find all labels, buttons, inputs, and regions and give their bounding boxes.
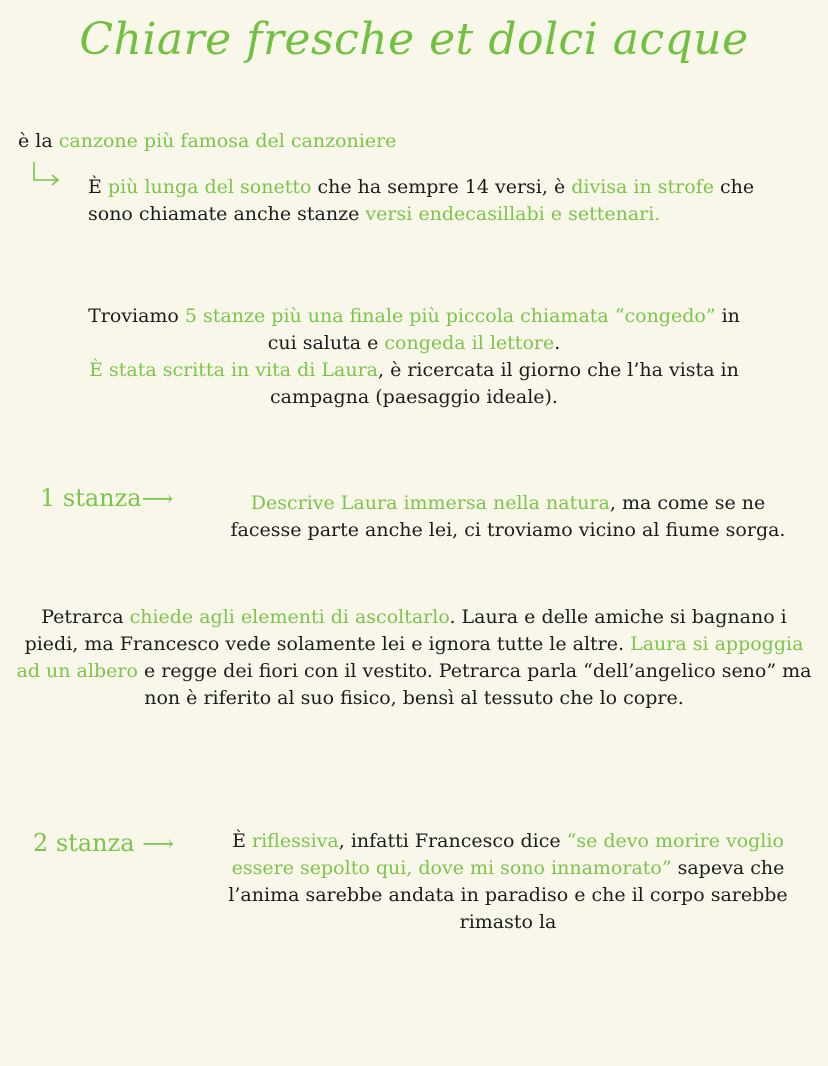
highlight-run: “se devo morire voglio essere sepolto qui, dove mi sono innamorato”: [231, 830, 784, 879]
text-run: in: [715, 305, 740, 327]
stanza-label-text: 1 stanza: [40, 484, 142, 512]
text-run: , infatti Francesco dice: [338, 830, 567, 852]
intro-text: è la: [18, 130, 59, 152]
paragraph-line: [14, 357, 814, 384]
text-run: campagna (paesaggio ideale).: [270, 386, 558, 408]
paragraph-line: [14, 384, 814, 411]
text-run: .: [554, 332, 561, 354]
text-run: È: [88, 176, 108, 198]
text-run: Petrarca: [41, 606, 130, 628]
arrow-icon: ⟶: [141, 487, 174, 512]
text-run: , ma come se ne facesse parte anche lei, ci troviamo vicino al fiume sorga.: [230, 492, 786, 541]
text-run: che sono chiamate anche stanze: [88, 176, 755, 225]
paragraph-line: [14, 303, 814, 330]
corner-arrow-icon: [32, 160, 62, 190]
text-run: È: [232, 830, 253, 852]
sonnet-comparison-text: [88, 174, 788, 228]
stanza-1-description: [228, 490, 788, 544]
page-title: Chiare fresche et dolci acque: [79, 14, 749, 65]
text-run: . Laura e delle amiche si bagnano i piedi, ma Francesco vede solamente lei e ignora tutte le altre.: [24, 606, 787, 655]
highlight-run: riflessiva: [252, 830, 339, 852]
highlight-run: 5 stanze più una finale più piccola chiamata “congedo”: [184, 305, 716, 327]
stanza-1-label: [40, 484, 173, 512]
arrow-icon: ⟶: [142, 832, 174, 857]
highlight-run: versi endecasillabi e settenari.: [365, 203, 661, 225]
text-run: cui saluta e: [267, 332, 385, 354]
text-run: , è ricercata il giorno che l’ha vista in: [377, 359, 739, 381]
stanza-2-label: [33, 829, 174, 857]
highlight-run: chiede agli elementi di ascoltarlo: [129, 606, 450, 628]
highlight-run: più lunga del sonetto: [107, 176, 312, 198]
stanza-2-description: [228, 828, 788, 936]
highlight-run: Descrive Laura immersa nella natura: [250, 492, 610, 514]
highlight-run: Laura si appoggia ad un albero: [16, 633, 804, 682]
highlight-run: divisa in strofe: [571, 176, 714, 198]
petrarca-paragraph: [14, 604, 814, 712]
structure-paragraph: [14, 303, 814, 411]
highlight-run: congeda il lettore: [384, 332, 555, 354]
stanza-label-text: 2 stanza: [33, 829, 135, 857]
text-run: e regge dei fiori con il vestito. Petrarca parla “dell’angelico seno” ma non è riferito al suo fisico, bensì al tessuto che lo copre.: [137, 660, 812, 709]
paragraph-line: [14, 330, 814, 357]
text-run: che ha sempre 14 versi, è: [311, 176, 572, 198]
highlight-run: È stata scritta in vita di Laura: [89, 359, 378, 381]
intro-line: [18, 128, 396, 155]
text-run: Troviamo: [88, 305, 185, 327]
intro-highlight: canzone più famosa del canzoniere: [58, 130, 397, 152]
text-run: sapeva che l’anima sarebbe andata in paradiso e che il corpo sarebbe rimasto la: [228, 857, 788, 933]
